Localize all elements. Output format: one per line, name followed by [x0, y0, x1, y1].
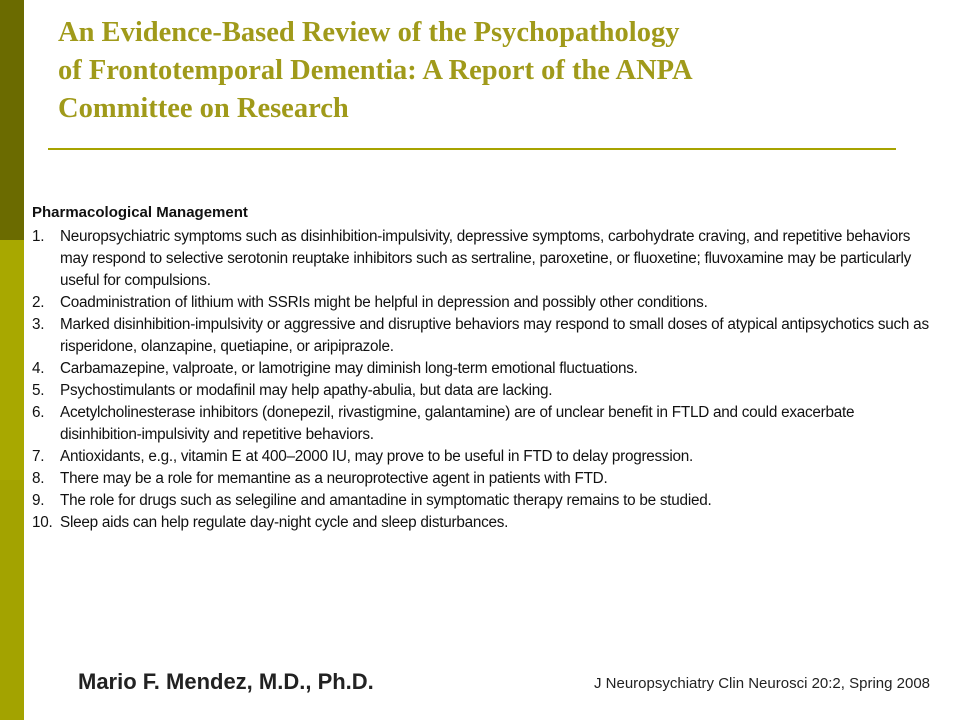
- accent-bar-segment-light: [0, 480, 24, 720]
- management-list: [32, 226, 934, 534]
- list-item: [32, 292, 934, 314]
- list-item-number: 2.: [32, 294, 45, 311]
- list-item-number: 5.: [32, 382, 45, 399]
- list-item-text: There may be a role for memantine as a neuroprotective agent in patients with FTD.: [60, 470, 608, 487]
- list-item-text: The role for drugs such as selegiline and amantadine in symptomatic therapy remains to be studied.: [60, 492, 712, 509]
- list-item-number: 8.: [32, 470, 45, 487]
- list-item-number: 6.: [32, 404, 45, 421]
- list-item: [32, 380, 934, 402]
- document-excerpt: [24, 200, 936, 608]
- author-name: Mario F. Mendez, M.D., Ph.D.: [78, 669, 374, 694]
- slide-title: [58, 14, 918, 128]
- list-item-text: Marked disinhibition-impulsivity or aggressive and disruptive behaviors may respond to small doses of atypical antipsychotics such as risperidone, olanzapine, quetiapine, or aripiprazole.: [60, 316, 929, 355]
- left-accent-bar: [0, 0, 24, 720]
- list-item-number: 7.: [32, 448, 45, 465]
- list-item-text: Acetylcholinesterase inhibitors (donepezil, rivastigmine, galantamine) are of unclear benefit in FTLD and could exacerbate disinhibition-impulsivity and repetitive behaviors.: [60, 404, 855, 443]
- list-item: [32, 226, 934, 292]
- section-heading: Pharmacological Management: [32, 204, 248, 221]
- list-item-number: 1.: [32, 228, 45, 245]
- list-item: [32, 468, 934, 490]
- list-item: [32, 490, 934, 512]
- journal-citation: J Neuropsychiatry Clin Neurosci 20:2, Spring 2008: [594, 675, 930, 692]
- list-item-text: Neuropsychiatric symptoms such as disinhibition-impulsivity, depressive symptoms, carbohydrate craving, and repetitive behaviors may respond to selective serotonin reuptake inhibitors such as sertraline, paroxetine, or fluoxetine; fluvoxamine may be particularly useful for compulsions.: [60, 228, 912, 289]
- title-divider: [48, 148, 896, 150]
- accent-bar-segment-dark: [0, 0, 24, 240]
- list-item-text: Coadministration of lithium with SSRIs might be helpful in depression and possibly other conditions.: [60, 294, 708, 311]
- list-item: [32, 446, 934, 468]
- slide-title-line: An Evidence-Based Review of the Psychopathology: [58, 17, 680, 48]
- list-item-text: Antioxidants, e.g., vitamin E at 400–2000 IU, may prove to be useful in FTD to delay progression.: [60, 448, 694, 465]
- slide-title-line: Committee on Research: [58, 93, 349, 124]
- list-item-number: 10.: [32, 514, 53, 531]
- list-item: [32, 358, 934, 380]
- list-item: [32, 314, 934, 358]
- list-item-number: 9.: [32, 492, 45, 509]
- list-item-number: 4.: [32, 360, 45, 377]
- list-item-text: Carbamazepine, valproate, or lamotrigine may diminish long-term emotional fluctuations.: [60, 360, 638, 377]
- slide-title-line: of Frontotemporal Dementia: A Report of the ANPA: [58, 55, 693, 86]
- list-item-number: 3.: [32, 316, 45, 333]
- list-item-text: Psychostimulants or modafinil may help apathy-abulia, but data are lacking.: [60, 382, 553, 399]
- list-item-text: Sleep aids can help regulate day-night cycle and sleep disturbances.: [60, 514, 509, 531]
- list-item: [32, 402, 934, 446]
- accent-bar-segment-light: [0, 240, 24, 480]
- list-item: [32, 512, 934, 534]
